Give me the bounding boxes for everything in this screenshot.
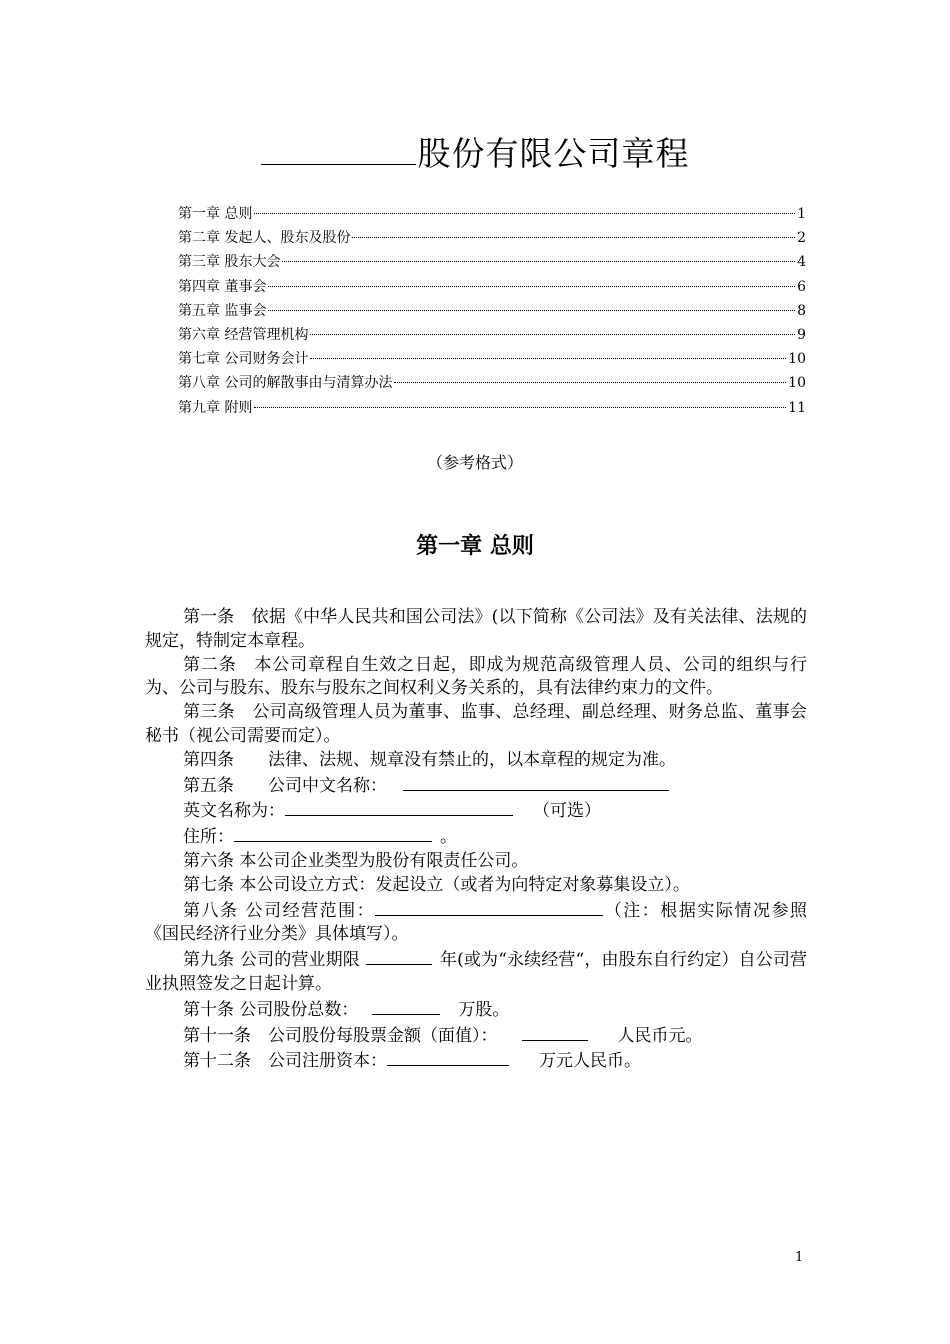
toc-entry[interactable] — [178, 250, 806, 274]
article-3: 第三条 公司高级管理人员为董事、监事、总经理、副总经理、财务总监、董事会秘书（视公司需要而定）。 — [145, 702, 807, 746]
article-4: 第四条 法律、法规、规章没有禁止的，以本章程的规定为准。 — [183, 749, 676, 770]
toc-entry-label: 第一章 总则 — [178, 206, 253, 222]
article-8-note: （注：根据实际情况参照《国民经济行业分类》具体填写）。 — [145, 900, 807, 945]
article-8 — [145, 898, 807, 948]
toc-leader-dots — [352, 237, 795, 238]
toc-entry-page: 11 — [788, 399, 806, 416]
toc-entry[interactable] — [178, 396, 806, 420]
toc-leader-dots — [394, 382, 786, 383]
toc-entry-label: 第二章 发起人、股东及股份 — [178, 230, 351, 247]
document-title-text: 股份有限公司章程 — [417, 134, 690, 173]
toc-leader-dots — [254, 407, 786, 408]
document-title — [0, 128, 950, 175]
toc-entry-page: 10 — [788, 375, 806, 392]
article-7: 第七条 本公司设立方式：发起设立（或者为向特定对象募集设立）。 — [183, 874, 690, 895]
toc-leader-dots — [310, 358, 786, 359]
toc-entry-label: 第七章 公司财务会计 — [178, 351, 309, 368]
article-8-label: 第八条 公司经营范围： — [183, 900, 376, 921]
total-shares-blank[interactable] — [372, 997, 440, 1015]
toc-entry-page: 1 — [797, 206, 806, 222]
table-of-contents — [178, 202, 806, 420]
chinese-name-blank[interactable] — [403, 773, 669, 791]
toc-leader-dots — [282, 261, 795, 262]
article-10-unit: 万股。 — [458, 999, 510, 1020]
toc-entry-label: 第八章 公司的解散事由与清算办法 — [178, 375, 393, 392]
article-10-label: 第十条 公司股份总数： — [183, 999, 359, 1020]
article-10 — [145, 997, 807, 1023]
toc-leader-dots — [268, 286, 795, 287]
address-label: 住所： — [183, 827, 234, 848]
toc-entry[interactable] — [178, 347, 806, 371]
toc-entry-page: 4 — [797, 254, 806, 271]
business-term-blank[interactable] — [366, 947, 432, 965]
toc-entry-page: 9 — [797, 326, 806, 343]
article-6: 第六条 本公司企业类型为股份有限责任公司。 — [183, 850, 529, 871]
toc-entry-label: 第三章 股东大会 — [178, 254, 281, 271]
page-number: 1 — [795, 1250, 804, 1265]
article-9-rest: 年(或为“永续经营“，由股东自行约定）自公司营业执照签发之日起计算。 — [145, 950, 808, 994]
articles-body — [145, 606, 807, 1074]
article-5-chinese-name — [145, 773, 807, 799]
article-5-label: 第五条 公司中文名称： — [183, 775, 387, 796]
toc-entry[interactable] — [178, 371, 806, 395]
reference-format-note: （参考格式） — [426, 453, 523, 472]
toc-entry[interactable] — [178, 275, 806, 299]
toc-entry-page: 6 — [797, 278, 806, 295]
toc-entry[interactable] — [178, 299, 806, 323]
article-9 — [145, 947, 807, 997]
english-name-label: 英文名称为： — [183, 801, 285, 822]
article-12-label: 第十二条 公司注册资本： — [183, 1051, 387, 1072]
article-11-label: 第十一条 公司股份每股票金额（面值）： — [183, 1025, 498, 1046]
article-11 — [145, 1023, 807, 1049]
article-12-unit: 万元人民币。 — [539, 1051, 641, 1072]
toc-entry-label: 第四章 董事会 — [178, 278, 267, 295]
toc-leader-dots — [268, 310, 795, 311]
toc-entry[interactable] — [178, 323, 806, 347]
address-end: 。 — [440, 827, 457, 848]
article-1: 第一条 依据《中华人民共和国公司法》(以下简称《公司法》及有关法律、法规的规定，特制定本章程。 — [145, 607, 807, 651]
toc-entry-page: 2 — [797, 230, 806, 247]
toc-leader-dots — [310, 334, 795, 335]
toc-entry-label: 第六章 经营管理机构 — [178, 326, 309, 343]
registered-capital-blank[interactable] — [387, 1048, 509, 1066]
article-12 — [145, 1048, 807, 1074]
article-5-address — [145, 824, 807, 850]
toc-entry-label: 第九章 附则 — [178, 399, 253, 416]
english-name-blank[interactable] — [285, 798, 513, 816]
article-2: 第二条 本公司章程自生效之日起，即成为规范高级管理人员、公司的组织与行为、公司与股东、股东与股东之间权利义务关系的，具有法律约束力的文件。 — [145, 654, 807, 699]
par-value-blank[interactable] — [522, 1023, 588, 1041]
address-blank[interactable] — [234, 824, 432, 842]
toc-entry-page: 10 — [788, 351, 806, 368]
toc-entry-label: 第五章 监事会 — [178, 302, 267, 319]
toc-entry[interactable] — [178, 226, 806, 250]
toc-leader-dots — [254, 213, 795, 214]
business-scope-blank[interactable] — [375, 898, 603, 916]
article-5-english-name — [145, 798, 807, 824]
toc-entry[interactable] — [178, 202, 806, 226]
article-9-label: 第九条 公司的营业期限 — [183, 950, 360, 971]
chapter-title: 第一章 总则 — [416, 534, 534, 559]
toc-entry-page: 8 — [797, 302, 806, 319]
company-name-blank[interactable] — [261, 134, 416, 165]
article-11-unit: 人民币元。 — [617, 1025, 703, 1046]
english-name-optional: （可选） — [533, 801, 601, 822]
